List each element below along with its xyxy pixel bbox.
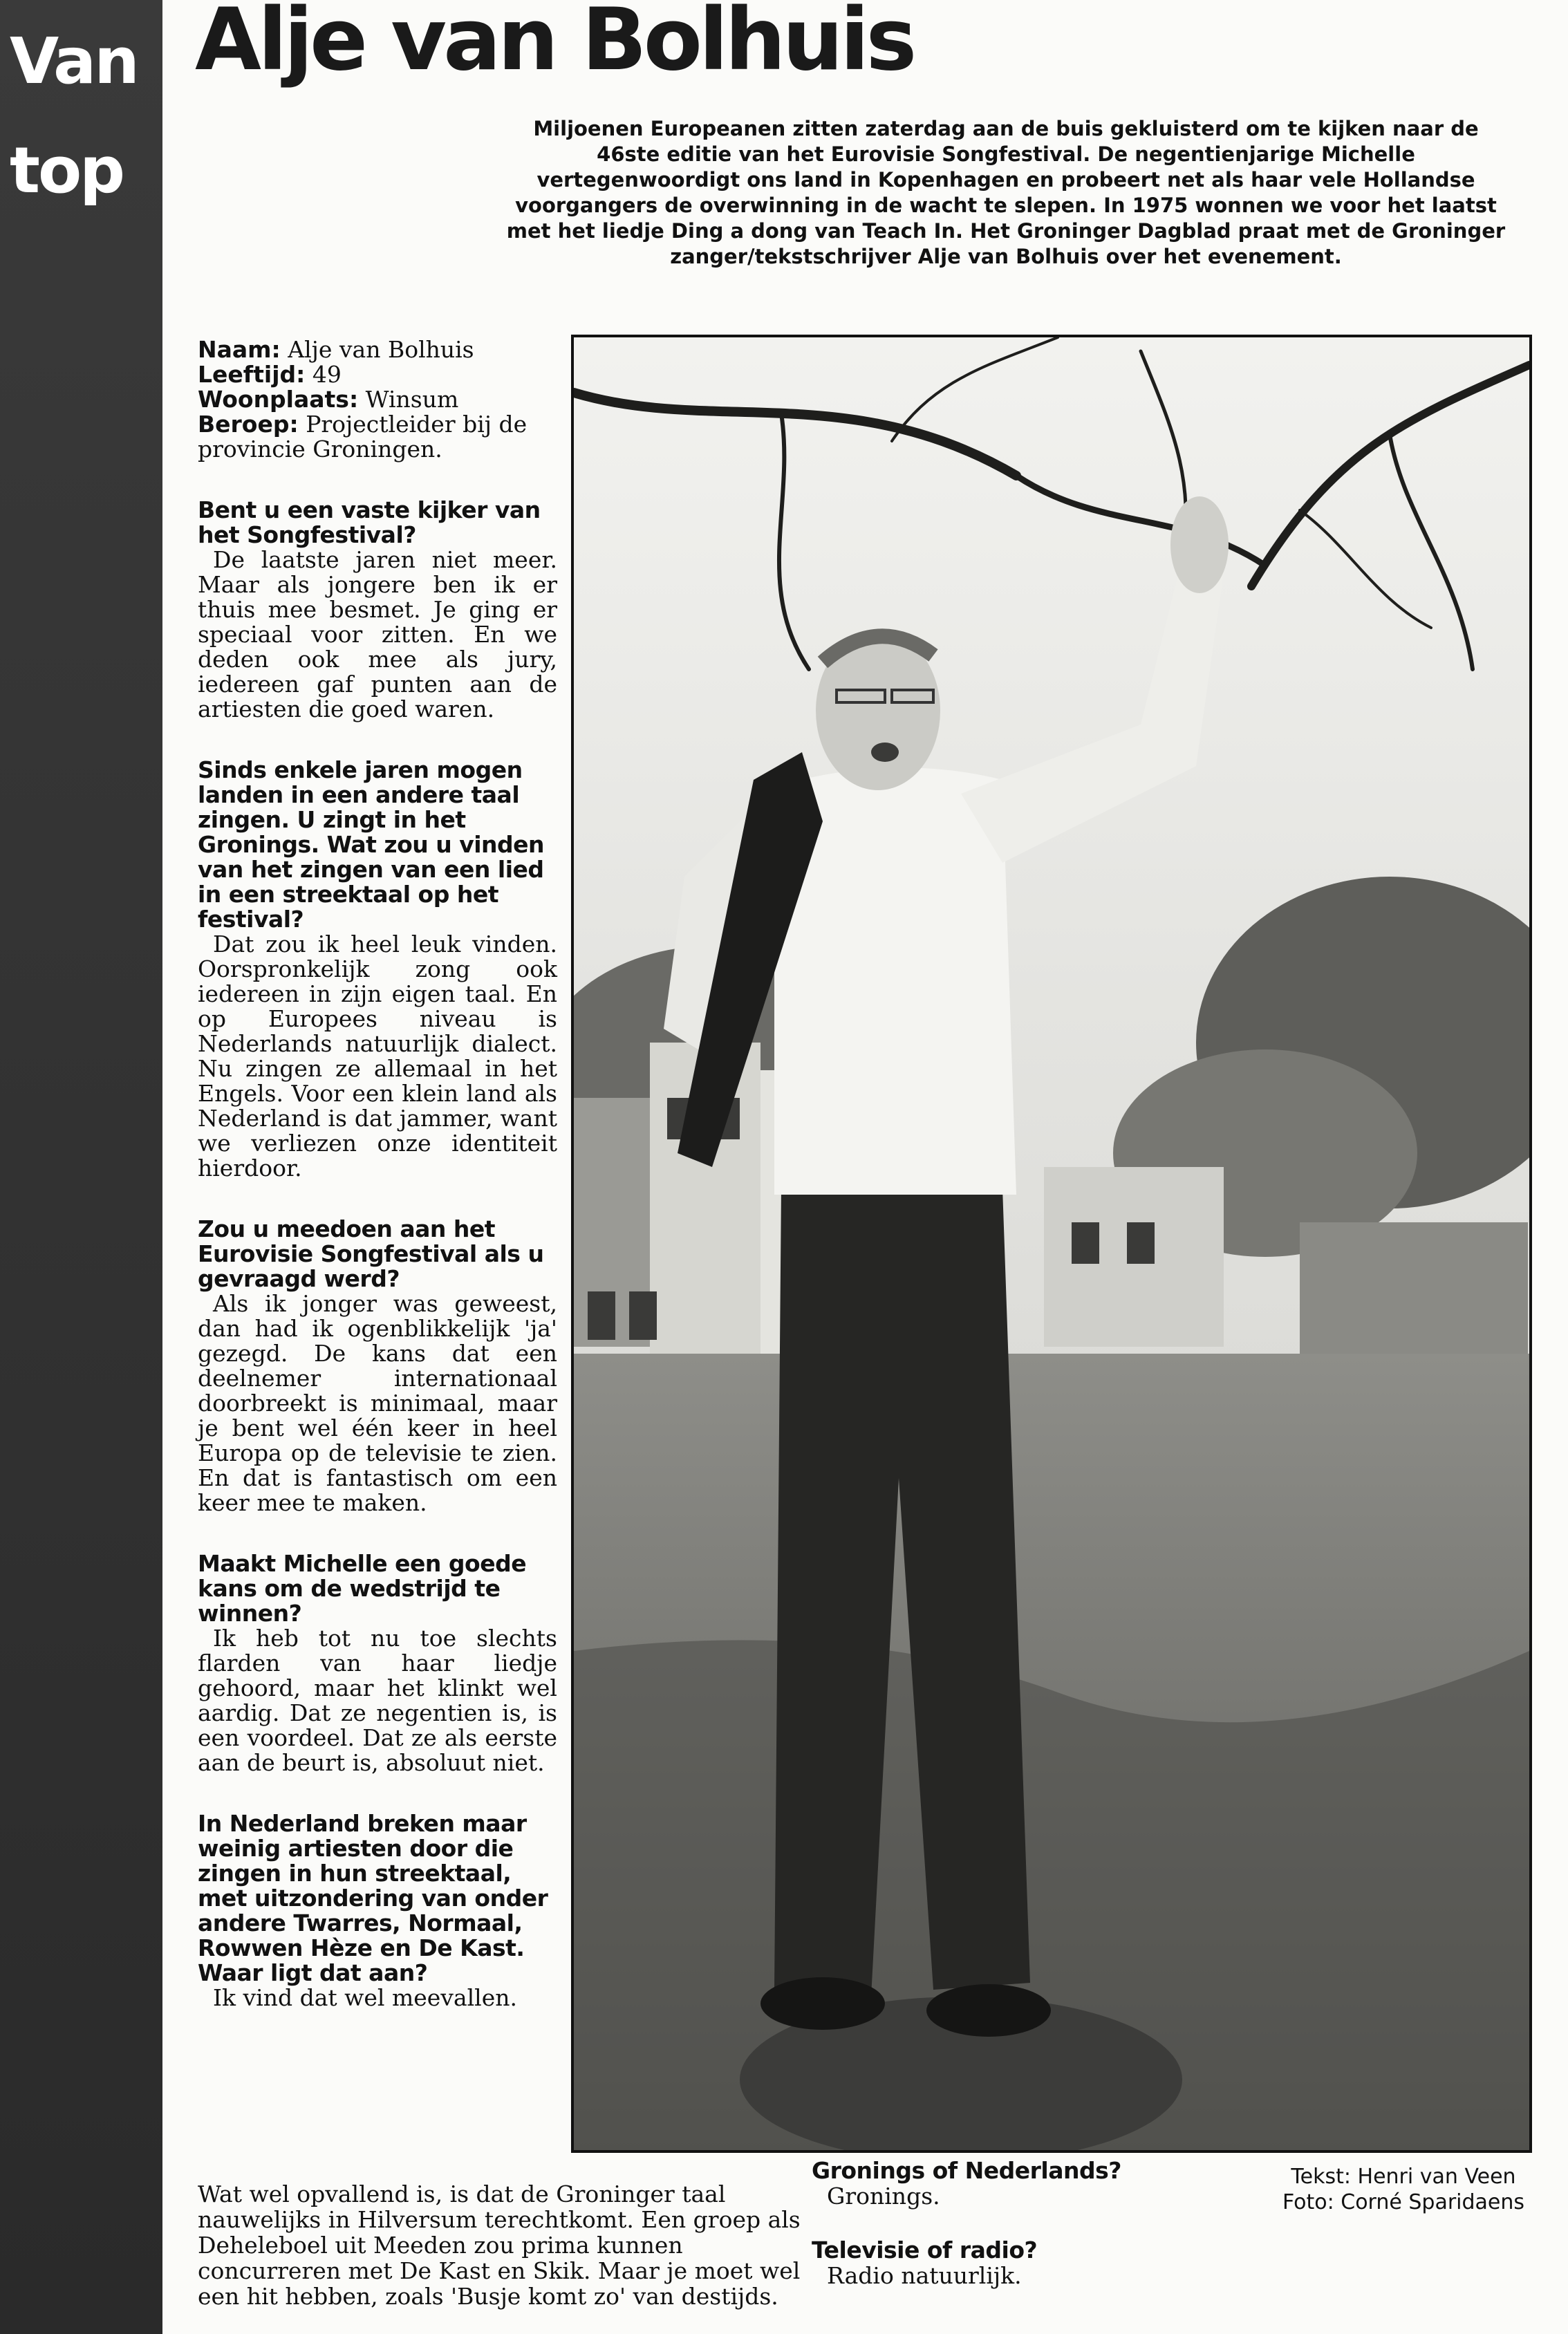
name-value: Alje van Bolhuis [288, 336, 474, 363]
text-credit: Tekst: Henri van Veen [1291, 2165, 1516, 2189]
question-1: Bent u een vaste kijker van het Songfestival? [198, 496, 541, 548]
short-answer-2: Radio natuurlijk. [827, 2262, 1022, 2289]
answer-1: De laatste jaren niet meer. Maar als jongere ben ik er thuis mee besmet. Je ging er speciaal voor zitten. En we deden ook mee als jury, iedereen gaf punten aan de artiesten die goed waren. [198, 546, 557, 722]
age-label: Leeftijd: [198, 361, 306, 388]
short-answer-1: Gronings. [827, 2183, 940, 2210]
answer-3: Als ik jonger was geweest, dan had ik ogenblikkelijk 'ja' gezegd. De kans dat een deelnemer internationaal doorbreekt is minimaal, maar je bent wel één keer in heel Europa op de televisie te zien. En dat is fantastisch om een keer mee te maken. [198, 1290, 557, 1516]
section-label [10, 7, 155, 225]
question-2: Sinds enkele jaren mogen landen in een andere taal zingen. U zingt in het Gronings. Wat zou u vinden van het zingen van een lied in een streektaal op het festival? [198, 756, 545, 933]
answer-5: Ik vind dat wel meevallen. [213, 1984, 518, 2011]
name-label: Naam: [198, 336, 281, 363]
short-question-2: Televisie of radio? [812, 2237, 1038, 2263]
profile-box [198, 337, 557, 462]
question-4: Maakt Michelle een goede kans om de wedstrijd te winnen? [198, 1550, 527, 1627]
interview-column [198, 337, 557, 2010]
city-label: Woonplaats: [198, 386, 359, 413]
section-label-line2: top [10, 133, 124, 207]
section-label-line1: Van [10, 24, 138, 98]
age-value: 49 [312, 361, 342, 388]
intro-paragraph: Miljoenen Europeanen zitten zaterdag aan de buis gekluisterd om te kijken naar de 46ste editie van het Eurovisie Songfestival. De negentienjarige Michelle vertegenwoordigt ons land in Kopenhagen en probeert net als haar vele Hollandse voorgangers de overwinning in de wacht te slepen. In 1975 wonnen we voor het laatst met het liedje Ding a dong van Teach In. Het Groninger Dagblad praat met de Groninger zanger/tekstschrijver Alje van Bolhuis over het evenement. [506, 117, 1506, 268]
headline: Alje van Bolhuis [195, 0, 914, 90]
job-value: Projectleider bij de provincie Groningen. [198, 411, 528, 463]
question-3: Zou u meedoen aan het Eurovisie Songfestival als u gevraagd werd? [198, 1215, 544, 1292]
answer-5-continuation: Wat wel opvallend is, is dat de Groninger taal nauwelijks in Hilversum terechtkomt. Een groep als Deheleboel uit Meeden zou prima kunnen concurreren met De Kast en Skik. Maar je moet wel een hit hebben, zoals 'Busje komt zo' van destijds. [198, 2181, 801, 2310]
short-question-1: Gronings of Nederlands? [812, 2157, 1121, 2184]
portrait-photo [571, 335, 1532, 2153]
short-qa-block [812, 2158, 1199, 2288]
city-value: Winsum [365, 386, 459, 413]
sidebar-band [0, 0, 162, 2334]
photo-credit: Foto: Corné Sparidaens [1282, 2190, 1525, 2214]
question-5: In Nederland breken maar weinig artiesten door die zingen in hun streektaal, met uitzondering van onder andere Twarres, Normaal, Rowwen Hèze en De Kast. Waar ligt dat aan? [198, 1810, 548, 1986]
credits [1265, 2164, 1542, 2215]
answer-2: Dat zou ik heel leuk vinden. Oorspronkelijk zong ook iedereen in zijn eigen taal. En op Europees niveau is Nederlands natuurlijk dialect. Nu zingen ze allemaal in het Engels. Voor een klein land als Nederland is dat jammer, want we verliezen onze identiteit hierdoor. [198, 931, 557, 1182]
job-label: Beroep: [198, 411, 299, 438]
answer-4: Ik heb tot nu toe slechts flarden van haar liedje gehoord, maar het klinkt wel aardig. Dat ze negentien is, is een voordeel. Dat ze als eerste aan de beurt is, absoluut niet. [198, 1625, 557, 1776]
